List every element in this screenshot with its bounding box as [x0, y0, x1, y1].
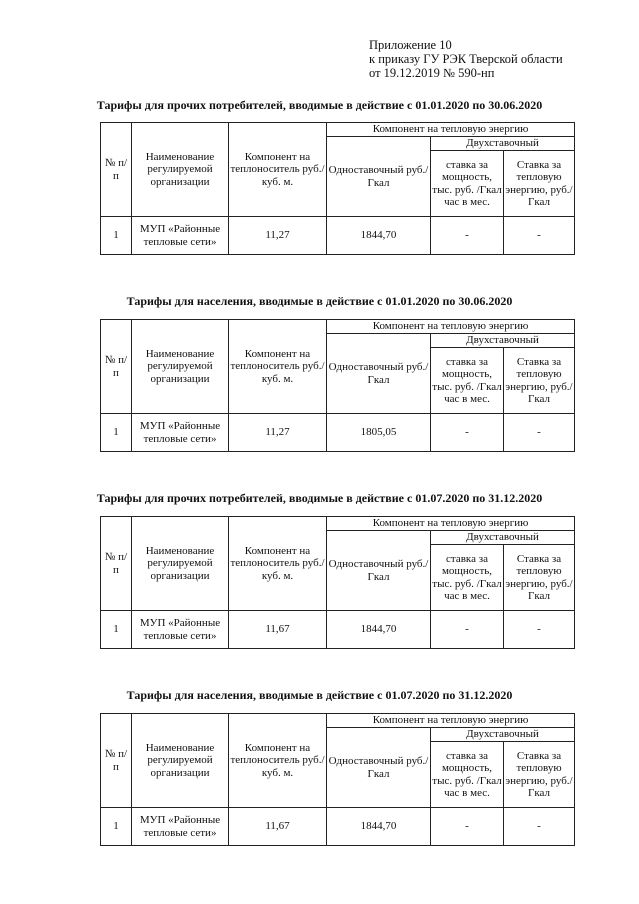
appendix-line-1: Приложение 10: [369, 38, 452, 52]
row-power-rate: -: [431, 808, 504, 846]
header-power-rate: ставка за мощность, тыс. руб. /Гкал час в мес.: [431, 348, 504, 414]
header-single-rate: Одноставочный руб./Гкал: [327, 531, 431, 611]
header-single-rate: Одноставочный руб./Гкал: [327, 728, 431, 808]
header-power-rate: ставка за мощность, тыс. руб. /Гкал час в мес.: [431, 545, 504, 611]
row-energy-rate: -: [504, 611, 575, 649]
row-energy-rate: -: [504, 414, 575, 452]
row-number: 1: [101, 217, 132, 255]
row-carrier-value: 11,27: [229, 217, 327, 255]
table-row: [101, 414, 575, 452]
table-row: [101, 808, 575, 846]
header-energy-rate: Ставка за тепловую энергию, руб./Гкал: [504, 348, 575, 414]
header-energy-group: Компонент на тепловую энергию: [327, 123, 575, 137]
header-two-part: Двухставочный: [431, 334, 575, 348]
header-organization: Наименование регулируемой организации: [132, 123, 229, 217]
header-num: № п/п: [101, 123, 132, 217]
tariff-table: [100, 516, 575, 649]
row-organization: МУП «Районные тепловые сети»: [132, 414, 229, 452]
tariff-table: [100, 713, 575, 846]
row-organization: МУП «Районные тепловые сети»: [132, 611, 229, 649]
row-energy-rate: -: [504, 217, 575, 255]
header-energy-group: Компонент на тепловую энергию: [327, 714, 575, 728]
header-organization: Наименование регулируемой организации: [132, 517, 229, 611]
row-organization: МУП «Районные тепловые сети»: [132, 808, 229, 846]
header-carrier: Компонент на теплоноситель руб./куб. м.: [229, 517, 327, 611]
row-single-rate: 1805,05: [327, 414, 431, 452]
header-two-part: Двухставочный: [431, 531, 575, 545]
header-two-part: Двухставочный: [431, 137, 575, 151]
row-power-rate: -: [431, 217, 504, 255]
header-single-rate: Одноставочный руб./Гкал: [327, 137, 431, 217]
tariff-table: [100, 122, 575, 255]
section-title: Тарифы для населения, вводимые в действие с 01.01.2020 по 30.06.2020: [126, 294, 513, 308]
appendix-line-3: от 19.12.2019 № 590-нп: [369, 66, 495, 80]
header-power-rate: ставка за мощность, тыс. руб. /Гкал час в мес.: [431, 151, 504, 217]
header-power-rate: ставка за мощность, тыс. руб. /Гкал час в мес.: [431, 742, 504, 808]
row-number: 1: [101, 808, 132, 846]
header-two-part: Двухставочный: [431, 728, 575, 742]
tariff-table: [100, 319, 575, 452]
header-num: № п/п: [101, 320, 132, 414]
row-energy-rate: -: [504, 808, 575, 846]
header-energy-group: Компонент на тепловую энергию: [327, 517, 575, 531]
row-single-rate: 1844,70: [327, 217, 431, 255]
row-carrier-value: 11,27: [229, 414, 327, 452]
header-single-rate: Одноставочный руб./Гкал: [327, 334, 431, 414]
appendix-line-2: к приказу ГУ РЭК Тверской области: [369, 52, 563, 66]
row-power-rate: -: [431, 414, 504, 452]
header-num: № п/п: [101, 517, 132, 611]
header-carrier: Компонент на теплоноситель руб./куб. м.: [229, 714, 327, 808]
header-energy-rate: Ставка за тепловую энергию, руб./Гкал: [504, 545, 575, 611]
header-carrier: Компонент на теплоноситель руб./куб. м.: [229, 320, 327, 414]
row-organization: МУП «Районные тепловые сети»: [132, 217, 229, 255]
table-row: [101, 217, 575, 255]
header-organization: Наименование регулируемой организации: [132, 714, 229, 808]
header-organization: Наименование регулируемой организации: [132, 320, 229, 414]
header-num: № п/п: [101, 714, 132, 808]
row-number: 1: [101, 414, 132, 452]
header-energy-rate: Ставка за тепловую энергию, руб./Гкал: [504, 742, 575, 808]
section-title: Тарифы для прочих потребителей, вводимые в действие с 01.07.2020 по 31.12.2020: [96, 491, 543, 505]
row-single-rate: 1844,70: [327, 808, 431, 846]
header-carrier: Компонент на теплоноситель руб./куб. м.: [229, 123, 327, 217]
header-energy-group: Компонент на тепловую энергию: [327, 320, 575, 334]
table-row: [101, 611, 575, 649]
section-title: Тарифы для прочих потребителей, вводимые в действие с 01.01.2020 по 30.06.2020: [96, 98, 543, 112]
section-title: Тарифы для населения, вводимые в действие с 01.07.2020 по 31.12.2020: [126, 688, 513, 702]
row-power-rate: -: [431, 611, 504, 649]
header-energy-rate: Ставка за тепловую энергию, руб./Гкал: [504, 151, 575, 217]
appendix-note: [369, 38, 563, 80]
row-number: 1: [101, 611, 132, 649]
row-carrier-value: 11,67: [229, 611, 327, 649]
row-single-rate: 1844,70: [327, 611, 431, 649]
row-carrier-value: 11,67: [229, 808, 327, 846]
